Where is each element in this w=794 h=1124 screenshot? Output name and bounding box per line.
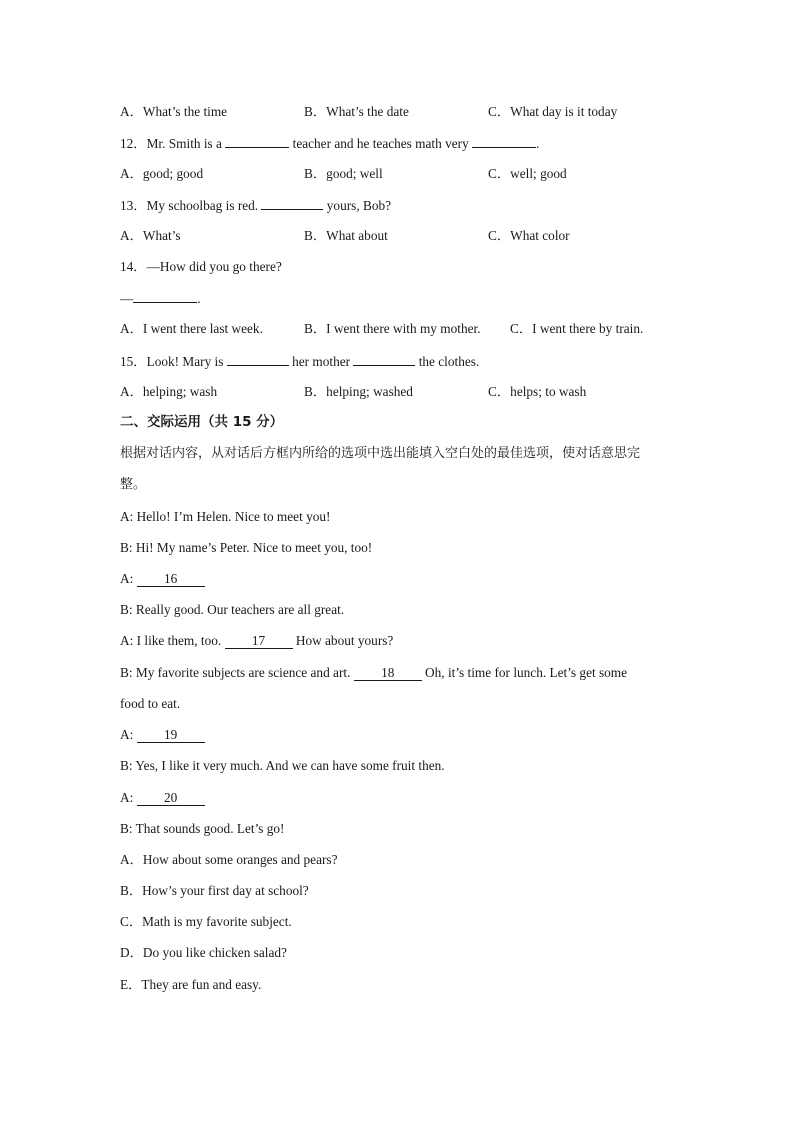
q12-text-3: . <box>536 136 540 151</box>
choice-d: D．Do you like chicken salad? <box>120 945 287 960</box>
q13-option-b: B．What about <box>304 228 388 243</box>
choice-e: E．They are fun and easy. <box>120 977 262 992</box>
q14-option-c: C．I went there by train. <box>510 321 644 336</box>
q11-option-c: C．What day is it today <box>488 104 618 119</box>
choice-b: B．How’s your first day at school? <box>120 883 309 898</box>
q14-dash: — <box>120 291 134 306</box>
q13-text-1: 13．My schoolbag is red. <box>120 198 259 213</box>
dialogue-line-6-text-1: B: My favorite subjects are science and art. <box>120 665 351 680</box>
choice-a: A．How about some oranges and pears? <box>120 852 338 867</box>
question-12 <box>120 135 539 152</box>
q11-option-a: A．What’s the time <box>120 104 228 119</box>
speaker-a: A: <box>120 571 134 586</box>
q12-text-2: teacher and he teaches math very <box>292 136 469 151</box>
choice-c: C．Math is my favorite subject. <box>120 914 292 929</box>
q14-option-b: B．I went there with my mother. <box>304 321 481 336</box>
q12-blank-2 <box>472 135 536 148</box>
question-13 <box>120 197 391 214</box>
question-15 <box>120 353 479 370</box>
q14-period: . <box>197 291 201 306</box>
dialogue-line-6-text-2: Oh, it’s time for lunch. Let’s get some <box>425 665 628 680</box>
q15-text-1: 15．Look! Mary is <box>120 354 224 369</box>
q13-blank <box>261 197 323 210</box>
q13-option-c: C．What color <box>488 228 570 243</box>
q14-answer-line <box>120 290 201 307</box>
q12-text-1: 12．Mr. Smith is a <box>120 136 222 151</box>
q12-blank-1 <box>225 135 289 148</box>
section-2-heading: 二、交际运用（共 15 分） <box>120 414 284 430</box>
q15-option-b: B．helping; washed <box>304 384 413 399</box>
speaker-a: A: <box>120 790 134 805</box>
question-14: 14．—How did you go there? <box>120 259 282 274</box>
blank-20: 20 <box>137 791 205 806</box>
dialogue-line-5 <box>120 633 393 649</box>
dialogue-line-3 <box>120 571 205 587</box>
q12-option-c: C．well; good <box>488 166 567 181</box>
section-2-instruction-line-2: 整。 <box>120 477 147 492</box>
q15-text-3: the clothes. <box>418 354 480 369</box>
q14-blank <box>133 290 197 303</box>
q15-blank-1 <box>227 353 289 366</box>
speaker-a: A: <box>120 727 134 742</box>
blank-19: 19 <box>137 728 205 743</box>
q14-option-a: A．I went there last week. <box>120 321 263 336</box>
dialogue-line-10: B: That sounds good. Let’s go! <box>120 821 285 836</box>
dialogue-line-7 <box>120 727 205 743</box>
dialogue-line-5-text-2: How about yours? <box>295 633 394 648</box>
blank-16: 16 <box>137 572 205 587</box>
dialogue-line-6-continued: food to eat. <box>120 696 181 711</box>
dialogue-line-6 <box>120 665 627 681</box>
q13-text-2: yours, Bob? <box>326 198 392 213</box>
dialogue-line-2: B: Hi! My name’s Peter. Nice to meet you, too! <box>120 540 373 555</box>
dialogue-line-8: B: Yes, I like it very much. And we can have some fruit then. <box>120 758 445 773</box>
q12-option-a: A．good; good <box>120 166 204 181</box>
dialogue-line-5-text-1: A: I like them, too. <box>120 633 222 648</box>
dialogue-line-1: A: Hello! I’m Helen. Nice to meet you! <box>120 509 331 524</box>
q11-option-b: B．What’s the date <box>304 104 409 119</box>
blank-17: 17 <box>225 634 293 649</box>
q15-text-2: her mother <box>292 354 351 369</box>
q12-option-b: B．good; well <box>304 166 383 181</box>
q15-blank-2 <box>353 353 415 366</box>
dialogue-line-9 <box>120 790 205 806</box>
dialogue-line-4: B: Really good. Our teachers are all great. <box>120 602 345 617</box>
blank-18: 18 <box>354 666 422 681</box>
q15-option-a: A．helping; wash <box>120 384 218 399</box>
section-2-instruction-line-1: 根据对话内容，从对话后方框内所给的选项中选出能填入空白处的最佳选项，使对话意思完 <box>120 446 641 461</box>
q15-option-c: C．helps; to wash <box>488 384 587 399</box>
q13-option-a: A．What’s <box>120 228 181 243</box>
